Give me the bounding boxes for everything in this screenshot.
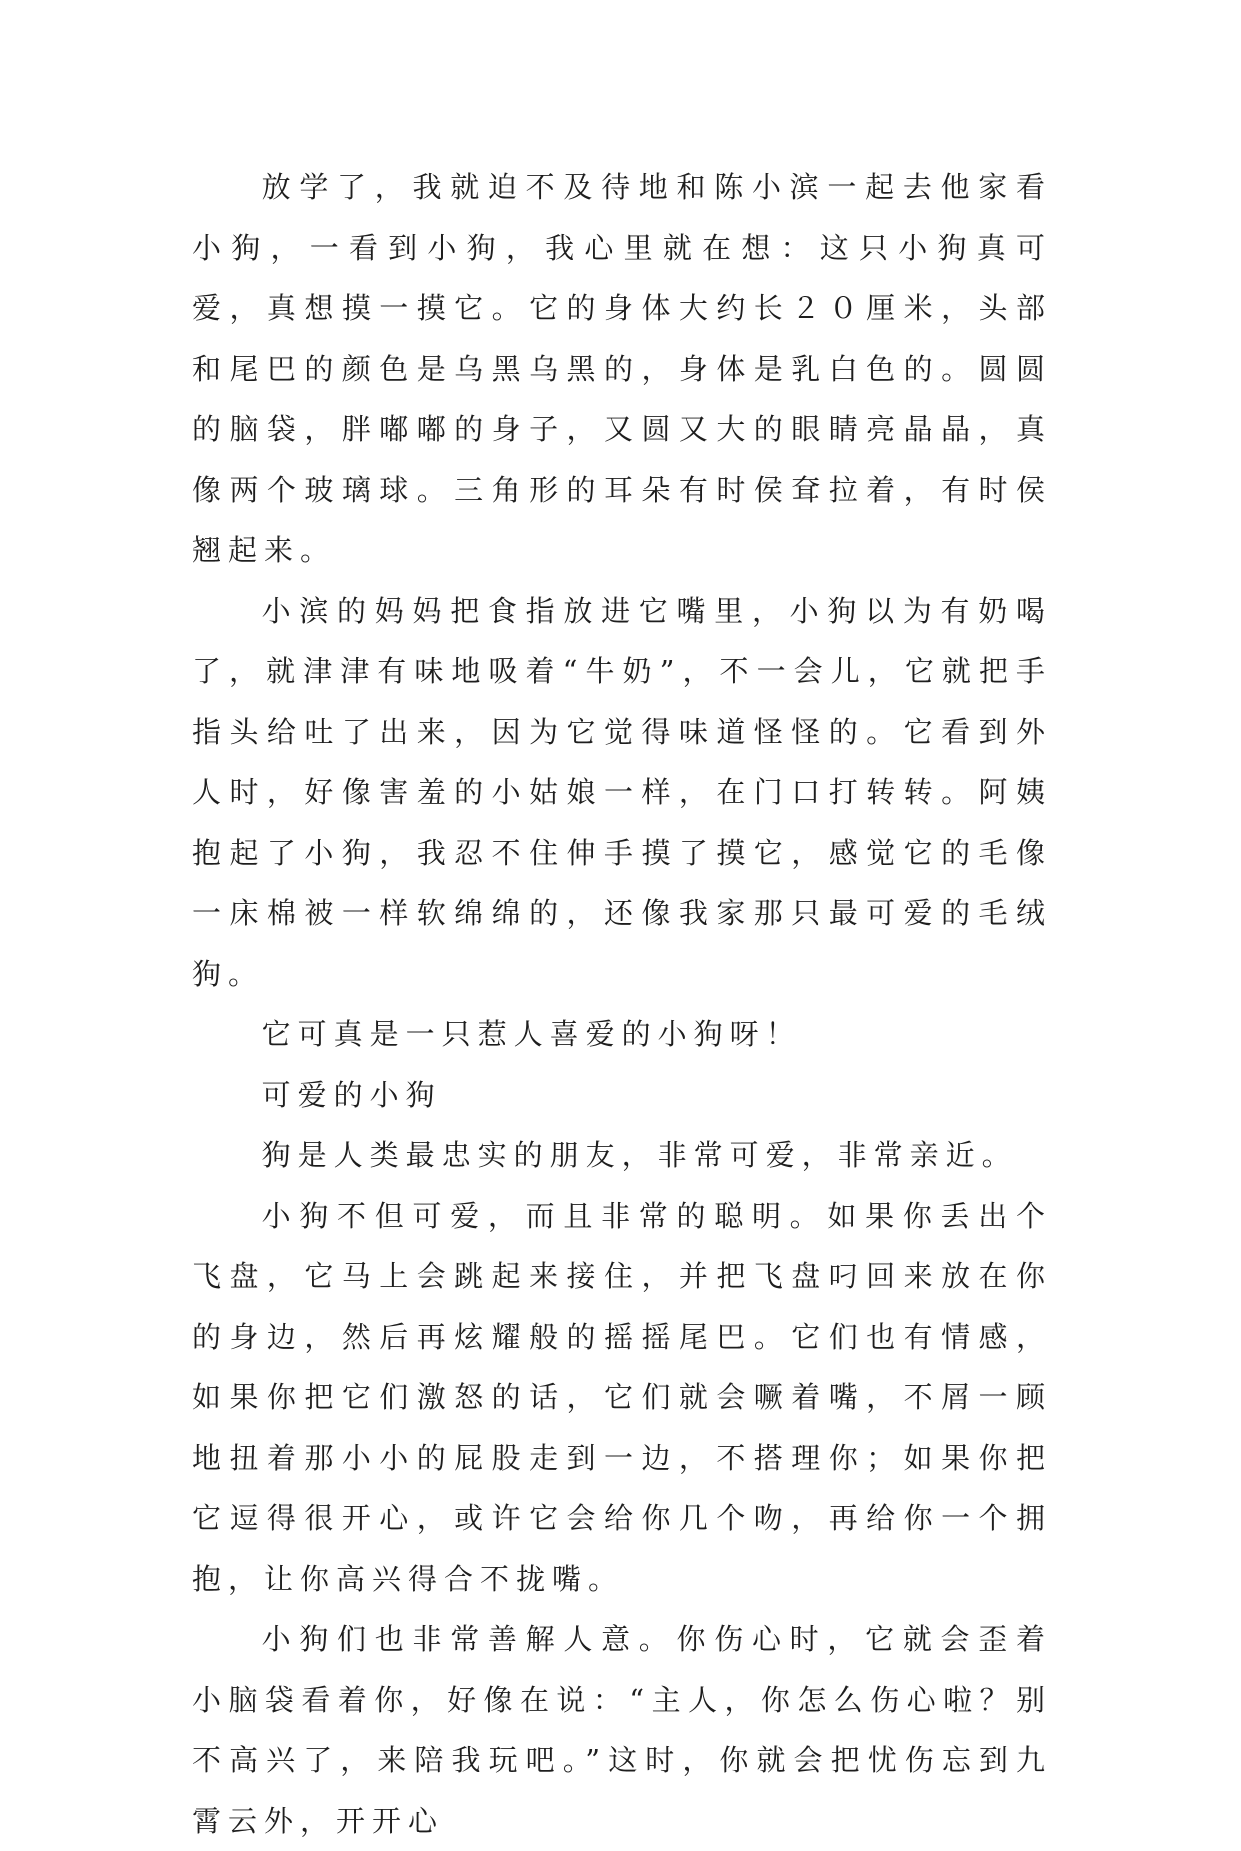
- paragraph-7: 小狗们也非常善解人意。你伤心时，它就会歪着小脑袋看着你，好像在说：“主人，你怎么伤心啦？别不高兴了，来陪我玩吧。”这时，你就会把忧伤忘到九霄云外，开开心: [192, 1622, 1052, 1838]
- paragraph-1: 放学了，我就迫不及待地和陈小滨一起去他家看小狗，一看到小狗，我心里就在想：这只小狗真可爱，真想摸一摸它。它的身体大约长２０厘米，头部和尾巴的颜色是乌黑乌黑的，身体是乳白色的。圆圆的脑袋，胖嘟嘟的身子，又圆又大的眼睛亮晶晶，真像两个玻璃球。三角形的耳朵有时侯耷拉着，有时侯翘起来。: [192, 170, 1052, 567]
- document-body: [192, 157, 1052, 1851]
- paragraph-3: 它可真是一只惹人喜爱的小狗呀！: [261, 1017, 802, 1051]
- paragraph-5: 狗是人类最忠实的朋友，非常可爱，非常亲近。: [261, 1138, 1018, 1172]
- paragraph-6: 小狗不但可爱，而且非常的聪明。如果你丢出个飞盘，它马上会跳起来接住，并把飞盘叼回来放在你的身边，然后再炫耀般的摇摇尾巴。它们也有情感，如果你把它们激怒的话，它们就会噘着嘴，不屑一顾地扭着那小小的屁股走到一边，不搭理你；如果你把它逗得很开心，或许它会给你几个吻，再给你一个拥抱，让你高兴得合不拢嘴。: [192, 1198, 1052, 1596]
- paragraph-2: 小滨的妈妈把食指放进它嘴里，小狗以为有奶喝了，就津津有味地吸着“牛奶”，不一会儿，它就把手指头给吐了出来，因为它觉得味道怪怪的。它看到外人时，好像害羞的小姑娘一样，在门口打转转。阿姨抱起了小狗，我忍不住伸手摸了摸它，感觉它的毛像一床棉被一样软绵绵的，还像我家那只最可爱的毛绒狗。: [192, 593, 1052, 991]
- section-title: 可爱的小狗: [261, 1077, 442, 1112]
